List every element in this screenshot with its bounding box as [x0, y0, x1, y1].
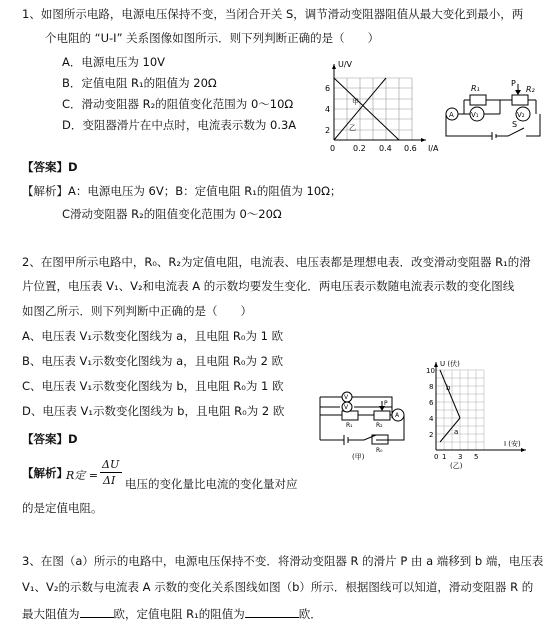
q1-analysis-line1: 【解析】A：电源电压为 6V；B：定值电阻 R₁的阻值为 10Ω； — [22, 184, 342, 198]
a-label: A — [449, 111, 454, 119]
q1-stem-line1: 1、如图所示电路，电源电压保持不变，当闭合开关 S，调节滑动变阻器阻值从最大变化到最小，两 — [22, 7, 524, 21]
line-label-a: a — [454, 428, 459, 436]
y-tick: 8 — [429, 383, 434, 391]
x-tick: 5 — [474, 453, 479, 461]
y-tick: 4 — [325, 105, 331, 114]
q2-option-a: A、电压表 V₁示数变化图线为 a，且电阻 R₀为 1 欧 — [22, 329, 284, 343]
blank-max-resistance[interactable] — [80, 606, 114, 618]
v2-label: V₂ — [517, 111, 525, 119]
x-tick: 1 — [442, 453, 447, 461]
y-tick: 6 — [429, 399, 434, 407]
r0-label: R₀ — [376, 447, 383, 454]
line-label-jia: 甲 — [352, 98, 359, 106]
q2-stem-line3: 如图乙所示．则下列判断中正确的是（ ） — [22, 304, 252, 318]
q1-stem-line2: 个电阻的 “U-I” 关系图像如图所示．则下列判断正确的是（ ） — [45, 31, 380, 45]
x-axis-label: I/A — [428, 144, 439, 153]
y-tick: 10 — [426, 367, 435, 375]
a-label: A — [395, 412, 400, 419]
y-tick: 2 — [429, 431, 434, 439]
q3-line1: 3、在图（a）所示的电路中，电源电压保持不变．将滑动变阻器 R 的滑片 P 由 a 端移到 b 端，电压表 — [22, 554, 544, 568]
y-axis-label: U (伏) — [440, 360, 460, 368]
q3-line3 — [22, 606, 322, 622]
q3-line3-b: 欧，定值电阻 R₁的阻值为 — [113, 607, 245, 621]
y-tick: 4 — [429, 415, 434, 423]
q2-stem-line2: 片位置，电压表 V₁、V₂和电流表 A 的示数均要发生变化．两电压表示数随电流表示数的变化图线 — [22, 279, 515, 293]
q1-option-a: A．电源电压为 10V — [62, 55, 166, 69]
r2-label: R₂ — [526, 85, 535, 94]
formula-left: R定 = — [66, 469, 98, 482]
x-tick: 3 — [458, 453, 463, 461]
p-label: P — [384, 400, 388, 407]
r2-label: R₂ — [376, 422, 383, 429]
q2-circuit — [314, 385, 410, 461]
r1-label: R₁ — [471, 84, 480, 93]
q3-line3-a: 最大阻值为 — [22, 607, 80, 621]
formula-denominator: ΔI — [103, 474, 116, 487]
q2-answer: 【答案】D — [22, 432, 78, 446]
q1-option-c: C．滑动变阻器 R₂的阻值变化范围为 0～10Ω — [62, 97, 294, 111]
q1-ui-graph — [322, 58, 452, 158]
q1-answer: 【答案】D — [22, 160, 78, 174]
v-label: V — [344, 404, 349, 411]
v1-label: V₁ — [471, 111, 479, 119]
q3-line3-c: 欧． — [298, 607, 322, 621]
x-tick: 0 — [434, 453, 439, 461]
q2-analysis-line2: 的是定值电阻。 — [22, 501, 103, 515]
y-tick: 6 — [325, 84, 331, 93]
q2-option-b: B、电压表 V₁示数变化图线为 a，且电阻 R₀为 2 欧 — [22, 354, 284, 368]
blank-r1-resistance[interactable] — [245, 606, 299, 618]
r1-label: R₁ — [346, 422, 353, 429]
x-tick: 0.6 — [404, 144, 417, 153]
q2-option-c: C、电压表 V₁示数变化图线为 b，且电阻 R₀为 1 欧 — [22, 379, 284, 393]
line-label-yi: 乙 — [349, 124, 356, 132]
y-tick: 2 — [325, 126, 331, 135]
q2-stem-line1: 2、在图甲所示电路中，R₀、R₂为定值电阻，电流表、电压表都是理想电表．改变滑动变阻器 R₁的滑 — [22, 255, 531, 269]
p-label: P — [511, 79, 516, 88]
y-axis-label: U/V — [338, 60, 353, 69]
circuit-caption: (甲) — [352, 453, 365, 461]
q2-option-d: D、电压表 V₁示数变化图线为 b，且电阻 R₀为 2 欧 — [22, 404, 285, 418]
graph-caption: (乙) — [450, 462, 463, 470]
q1-analysis-line2: C滑动变阻器 R₂的阻值变化范围为 0～20Ω — [62, 207, 282, 221]
formula-numerator: ΔU — [102, 458, 120, 471]
q2-ui-graph — [426, 358, 534, 470]
x-tick: 0.2 — [353, 144, 366, 153]
fraction-bar — [100, 472, 122, 473]
x-tick: 0.4 — [379, 144, 392, 153]
q2-analysis-tail: 电压的变化量比电流的变化量对应 — [125, 477, 298, 491]
v-label: V — [344, 394, 349, 401]
q1-option-b: B．定值电阻 R₁的阻值为 20Ω — [62, 76, 217, 90]
q1-option-d: D．变阻器滑片在中点时，电流表示数为 0.3A — [62, 118, 297, 132]
q3-line2: V₁、V₂的示数与电流表 A 示数的变化关系图线如图（b）所示．根据图线可以知道，滑动变阻器 R 的 — [22, 580, 534, 594]
s-label: S — [512, 120, 518, 129]
line-label-b: b — [446, 384, 451, 392]
x-tick: 0 — [330, 144, 336, 153]
q1-circuit — [440, 78, 545, 148]
q2-analysis-prefix: 【解析】 — [22, 466, 68, 480]
x-axis-label: I (安) — [504, 440, 521, 448]
